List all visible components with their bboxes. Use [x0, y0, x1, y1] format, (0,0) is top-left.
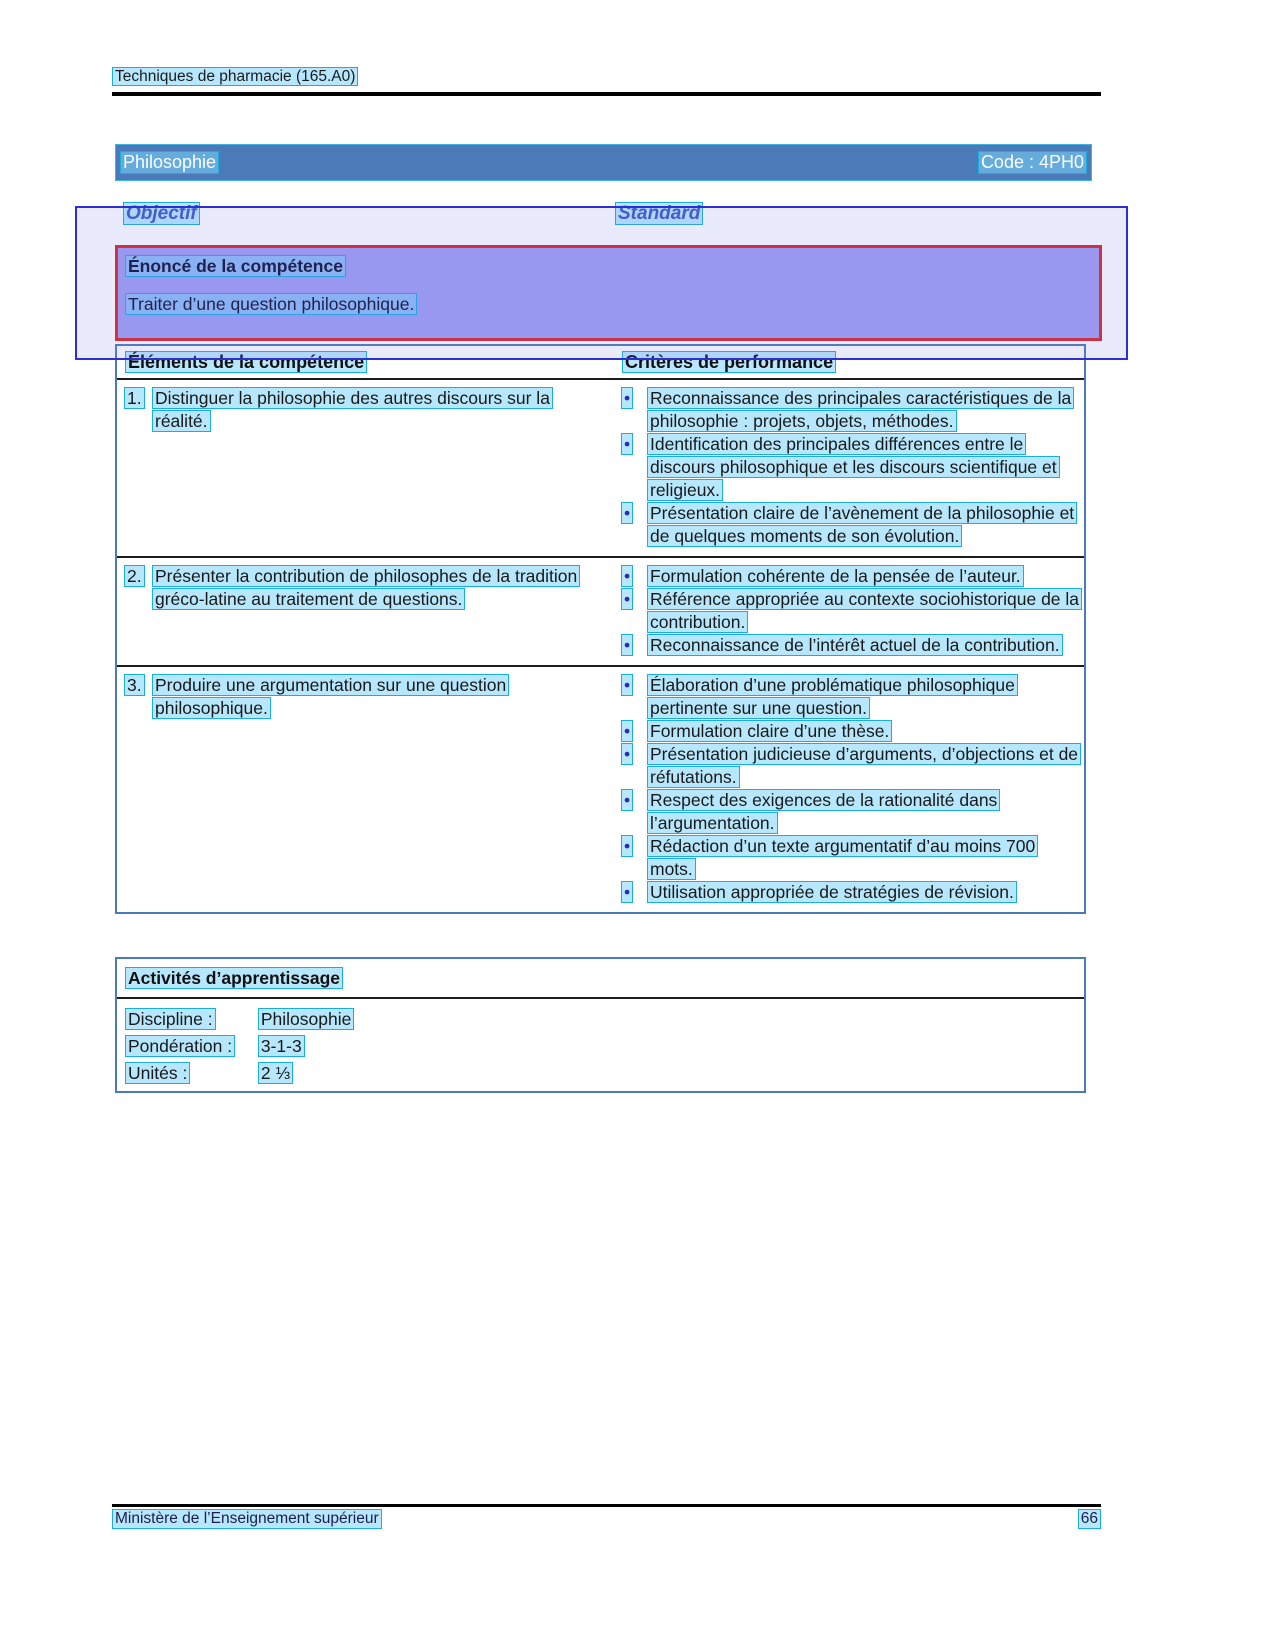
criterion-text: Utilisation appropriée de stratégies de révision.: [647, 881, 1084, 904]
activity-label: Discipline :: [125, 1006, 253, 1033]
heading-standard: Standard: [615, 203, 703, 225]
col1-header: Éléments de la compétence: [125, 351, 367, 373]
course-title-bar: [115, 144, 1092, 181]
criterion-text: Élaboration d’une problématique philosophique pertinente sur une question.: [647, 674, 1084, 720]
activities-title: Activités d’apprentissage: [117, 959, 1084, 999]
criterion-item: [621, 881, 1084, 904]
element-cell: [117, 387, 611, 548]
element-cell: [117, 674, 611, 904]
competence-table-row: [117, 380, 1084, 556]
table-body: [117, 380, 1084, 912]
element-text: Distinguer la philosophie des autres discours sur la réalité.: [152, 387, 595, 433]
criterion-item: [621, 634, 1084, 657]
criterion-text: Référence appropriée au contexte sociohistorique de la contribution.: [647, 588, 1084, 634]
activity-value: 3-1-3: [258, 1035, 305, 1057]
competence-table: [115, 344, 1086, 914]
activity-value: Philosophie: [258, 1008, 354, 1030]
activity-value: 2 ⅓: [258, 1062, 293, 1084]
criterion-text: Rédaction d’un texte argumentatif d’au moins 700 mots.: [647, 835, 1084, 881]
activity-row: [125, 1033, 1084, 1060]
bullet-icon: •: [621, 634, 647, 657]
course-title: Philosophie: [120, 151, 219, 174]
bullet-icon: •: [621, 720, 647, 743]
header-rule: [112, 92, 1101, 96]
enonce-title: Énoncé de la compétence: [125, 255, 1092, 278]
competence-table-row: [117, 556, 1084, 665]
running-header: [112, 68, 358, 86]
activities-rows: [117, 999, 1084, 1087]
element-number: 3.: [124, 674, 152, 697]
bullet-icon: •: [621, 502, 647, 525]
element-text: Présenter la contribution de philosophes de la tradition gréco-latine au traitement de questions.: [152, 565, 595, 611]
criteria-cell: [611, 565, 1084, 657]
bullet-icon: •: [621, 674, 647, 697]
criterion-text: Respect des exigences de la rationalité dans l’argumentation.: [647, 789, 1084, 835]
element-cell: [117, 565, 611, 657]
col1-header-cell: [117, 351, 612, 374]
footer-ministry: Ministère de l’Enseignement supérieur: [112, 1509, 382, 1529]
bullet-icon: •: [621, 835, 647, 858]
element-number: 1.: [124, 387, 152, 410]
page-footer: [112, 1509, 1101, 1529]
competence-table-row: [117, 665, 1084, 912]
criterion-item: [621, 387, 1084, 433]
bullet-icon: •: [621, 565, 647, 588]
criteria-cell: [611, 387, 1084, 548]
criterion-item: [621, 835, 1084, 881]
criterion-text: Reconnaissance des principales caractéristiques de la philosophie : projets, objets, méthodes.: [647, 387, 1084, 433]
criterion-item: [621, 433, 1084, 502]
bullet-icon: •: [621, 881, 647, 904]
element-number: 2.: [124, 565, 152, 588]
bullet-icon: •: [621, 387, 647, 410]
criterion-item: [621, 743, 1084, 789]
enonce-statement: Traiter d’une question philosophique.: [125, 293, 1092, 316]
criterion-text: Formulation claire d’une thèse.: [647, 720, 1084, 743]
criterion-item: [621, 674, 1084, 720]
criterion-item: [621, 720, 1084, 743]
footer-page-number: 66: [1078, 1509, 1101, 1529]
enonce-box: [115, 245, 1102, 341]
col2-header-cell: [612, 351, 1084, 374]
criterion-text: Reconnaissance de l’intérêt actuel de la contribution.: [647, 634, 1084, 657]
criterion-item: [621, 588, 1084, 634]
activity-label: Unités :: [125, 1060, 253, 1087]
criterion-text: Présentation judicieuse d’arguments, d’objections et de réfutations.: [647, 743, 1084, 789]
element-text: Produire une argumentation sur une question philosophique.: [152, 674, 595, 720]
activity-row: [125, 1060, 1084, 1087]
criterion-item: [621, 502, 1084, 548]
criterion-text: Formulation cohérente de la pensée de l’auteur.: [647, 565, 1084, 588]
bullet-icon: •: [621, 789, 647, 812]
bullet-icon: •: [621, 433, 647, 456]
heading-objectif: Objectif: [123, 203, 200, 225]
activities-box: [115, 957, 1086, 1093]
activity-label: Pondération :: [125, 1033, 253, 1060]
criteria-cell: [611, 674, 1084, 904]
col2-header: Critères de performance: [622, 351, 836, 373]
criterion-item: [621, 789, 1084, 835]
course-code: Code : 4PH0: [978, 151, 1087, 174]
table-header-row: [117, 346, 1084, 380]
bullet-icon: •: [621, 743, 647, 766]
footer-rule: [112, 1504, 1101, 1507]
criterion-item: [621, 565, 1084, 588]
activity-row: [125, 1006, 1084, 1033]
criterion-text: Identification des principales différences entre le discours philosophique et les discours scientifique et religieux.: [647, 433, 1084, 502]
bullet-icon: •: [621, 588, 647, 611]
running-header-text: Techniques de pharmacie (165.A0): [112, 67, 358, 86]
criterion-text: Présentation claire de l’avènement de la philosophie et de quelques moments de son évolution.: [647, 502, 1084, 548]
